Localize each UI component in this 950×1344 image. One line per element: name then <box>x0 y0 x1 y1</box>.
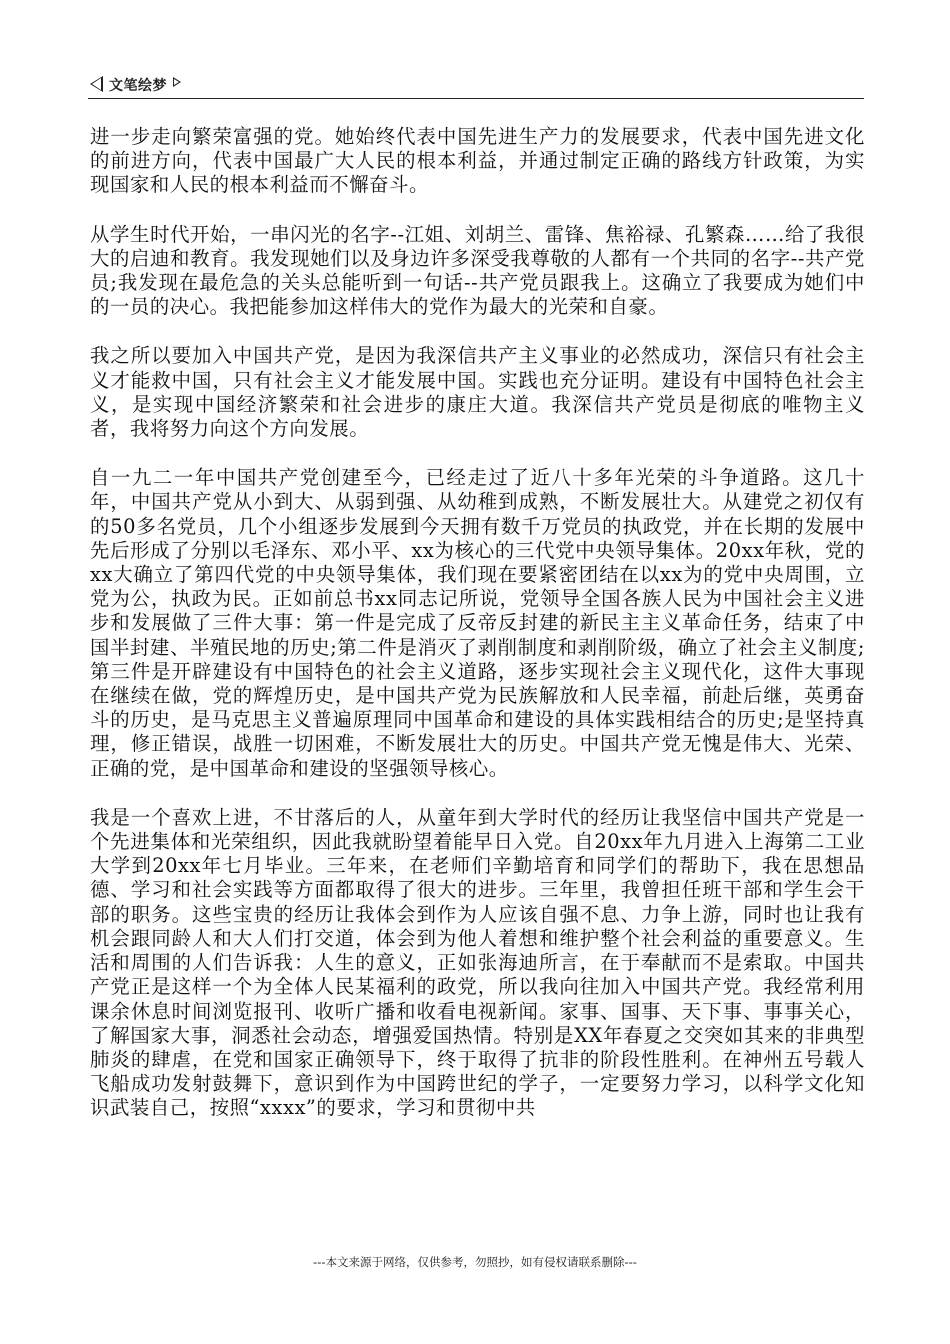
header-brand: 文笔绘梦 <box>109 78 167 94</box>
paragraph-1: 进一步走向繁荣富强的党。她始终代表中国先进生产力的发展要求，代表中国先进文化的前进方向，代表中国最广大人民的根本利益，并通过制定正确的路线方针政策，为实现国家和人民的根本利益而不懈奋斗。 <box>90 125 865 197</box>
footer-notice: ---本文来源于网络，仅供参考，勿照抄，如有侵权请联系删除--- <box>313 1255 637 1269</box>
document-body <box>90 125 865 1146</box>
triangle-right-icon <box>173 77 181 87</box>
triangle-left-icon <box>90 76 103 92</box>
paragraph-3: 我之所以要加入中国共产党，是因为我深信共产主义事业的必然成功，深信只有社会主义才能救中国，只有社会主义才能发展中国。实践也充分证明。建设有中国特色社会主义，是实现中国经济繁荣和社会进步的康庄大道。我深信共产党员是彻底的唯物主义者，我将努力向这个方向发展。 <box>90 344 865 441</box>
paragraph-4: 自一九二一年中国共产党创建至今，已经走过了近八十多年光荣的斗争道路。这几十年，中国共产党从小到大、从弱到强、从幼稚到成熟，不断发展壮大。从建党之初仅有的50多名党员，几个小组逐步发展到今天拥有数千万党员的执政党，并在长期的发展中先后形成了分别以毛泽东、邓小平、xx为核心的三代党中央领导集体。20xx年秋，党的xx大确立了第四代党的中央领导集体，我们现在要紧密团结在以xx为的党中央周围，立党为公，执政为民。正如前总书xx同志记所说，党领导全国各族人民为中国社会主义进步和发展做了三件大事：第一件是完成了反帝反封建的新民主主义革命任务，结束了中国半封建、半殖民地的历史;第二件是消灭了剥削制度和剥削阶级，确立了社会主义制度;第三件是开辟建设有中国特色的社会主义道路，逐步实现社会主义现代化，这件大事现在继续在做，党的辉煌历史，是中国共产党为民族解放和人民幸福，前赴后继，英勇奋斗的历史，是马克思主义普遍原理同中国革命和建设的具体实践相结合的历史;是坚持真理，修正错误，战胜一切困难，不断发展壮大的历史。中国共产党无愧是伟大、光荣、正确的党，是中国革命和建设的坚强领导核心。 <box>90 466 865 780</box>
paragraph-5: 我是一个喜欢上进，不甘落后的人，从童年到大学时代的经历让我坚信中国共产党是一个先进集体和光荣组织，因此我就盼望着能早日入党。自20xx年九月进入上海第二工业大学到20xx年七月毕业。三年来，在老师们辛勤培育和同学们的帮助下，我在思想品德、学习和社会实践等方面都取得了很大的进步。三年里，我曾担任班干部和学生会干部的职务。这些宝贵的经历让我体会到作为人应该自强不息、力争上游，同时也让我有机会跟同龄人和大人们打交道，体会到为他人着想和维护整个社会利益的重要意义。生活和周围的人们告诉我：人生的意义，正如张海迪所言，在于奉献而不是索取。中国共产党正是这样一个为全体人民某福利的政党，所以我向往加入中国共产党。我经常利用课余休息时间浏览报刊、收听广播和收看电视新闻。家事、国事、天下事、事事关心，了解国家大事，洞悉社会动态，增强爱国热情。特别是XX年春夏之交突如其来的非典型肺炎的肆虐，在党和国家正确领导下，终于取得了抗非的阶段性胜利。在神州五号载人飞船成功发射鼓舞下，意识到作为中国跨世纪的学子，一定要努力学习，以科学文化知识武装自己，按照“xxxx”的要求，学习和贯彻中共 <box>90 805 865 1120</box>
paragraph-2: 从学生时代开始，一串闪光的名字--江姐、刘胡兰、雷锋、焦裕禄、孔繁森……给了我很大的启迪和教育。我发现她们以及身边许多深受我尊敬的人都有一个共同的名字--共产党员;我发现在最危急的关头总能听到一句话--共产党员跟我上。这确立了我要成为她们中的一员的决心。我把能参加这样伟大的党作为最大的光荣和自豪。 <box>90 222 865 319</box>
page-header <box>88 72 864 99</box>
